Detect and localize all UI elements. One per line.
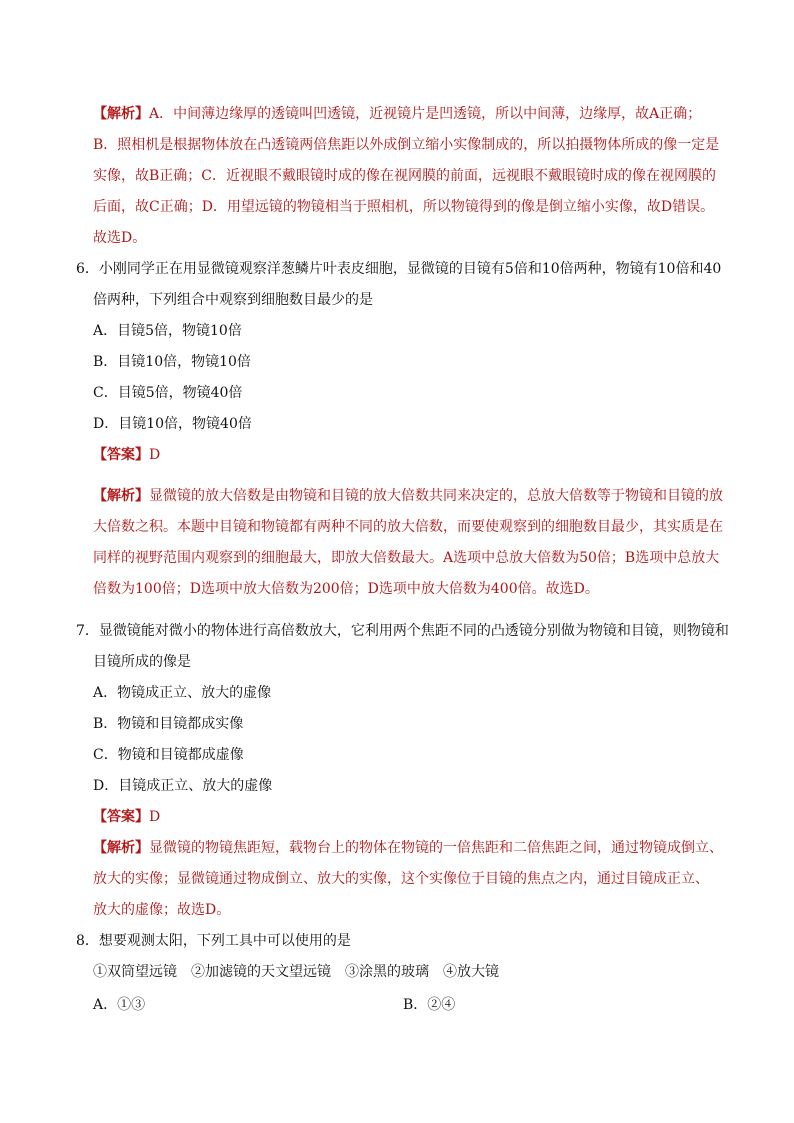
answer-tag: 【答案】 [93,809,149,825]
option-b: B．物镜和目镜都成实像 [93,716,244,732]
question-number: 6． [76,261,99,277]
answer-7 [93,802,160,833]
analysis-tag: 【解析】 [93,106,149,122]
answer-value: D [149,809,161,825]
answer-6 [93,440,160,471]
option-a: A．目镜5倍，物镜10倍 [93,323,242,339]
analysis-line: 后面，故C正确；D．用望远镜的物镜相当于照相机，所以物镜得到的像是倒立缩小实像，故D错误。 [93,199,715,215]
question-number: 8． [76,933,99,949]
analysis-line: B．照相机是根据物体放在凸透镜两倍焦距以外成倒立缩小实像制成的，所以拍摄物体所成的像一定是 [93,137,720,153]
analysis-line: 大倍数之积。本题中目镜和物镜都有两种不同的放大倍数，而要使观察到的细胞数目最少，其实质是在 [93,519,723,535]
question-6-stem [76,254,736,316]
option-a: A．①③ [93,997,146,1013]
analysis-line: 故选D。 [93,230,147,246]
question-stem-line: 小刚同学正在用显微镜观察洋葱鳞片叶表皮细胞，显微镜的目镜有5倍和10倍两种，物镜有10倍和40 [98,261,722,277]
analysis-line: 显微镜的放大倍数是由物镜和目镜的放大倍数共同来决定的，总放大倍数等于物镜和目镜的放 [149,488,723,504]
analysis-line: 显微镜的物镜焦距短，载物台上的物体在物镜的一倍焦距和二倍焦距之间，通过物镜成倒立、 [149,840,723,856]
option-c: C．目镜5倍，物镜40倍 [93,385,243,401]
analysis-line: 倍数为100倍；D选项中放大倍数为200倍；D选项中放大倍数为400倍。故选D。 [93,581,599,597]
prev-analysis [93,99,733,254]
analysis-tag: 【解析】 [93,840,149,856]
question-stem-line: 倍两种，下列组合中观察到细胞数目最少的是 [93,292,373,308]
option-b: B．②④ [403,997,456,1013]
answer-tag: 【答案】 [93,447,149,463]
option-b: B．目镜10倍，物镜10倍 [93,354,251,370]
analysis-7 [93,833,733,926]
question-number: 7． [76,623,99,639]
analysis-line: 放大的虚像；故选D。 [93,902,231,918]
option-a: A．物镜成正立、放大的虚像 [93,685,272,701]
analysis-line: 实像，故B正确；C．近视眼不戴眼镜时成的像在视网膜的前面，远视眼不戴眼镜时成的像在视网膜的 [93,168,716,184]
analysis-line: A．中间薄边缘厚的透镜叫凹透镜，近视镜片是凹透镜，所以中间薄，边缘厚，故A正确； [149,106,702,122]
analysis-line: 同样的视野范围内观察到的细胞最大，即放大倍数最大。A选项中总放大倍数为50倍；B选项中总放大 [93,550,720,566]
analysis-6 [93,481,733,605]
option-d: D．目镜10倍，物镜40倍 [93,416,252,432]
option-c: C．物镜和目镜都成虚像 [93,747,244,763]
question-7-stem [76,616,736,678]
analysis-tag: 【解析】 [93,488,149,504]
question-stem-line: 想要观测太阳，下列工具中可以使用的是 [98,933,351,949]
question-stem-line: 目镜所成的像是 [93,654,191,670]
answer-value: D [149,447,161,463]
question-stem-line: 显微镜能对微小的物体进行高倍数放大，它利用两个焦距不同的凸透镜分别做为物镜和目镜，则物镜和 [98,623,729,639]
analysis-line: 放大的实像；显微镜通过物成倒立、放大的实像，这个实像位于目镜的焦点之内，通过目镜成正立、 [93,871,709,887]
tool-list: ①双筒望远镜 ②加滤镜的天文望远镜 ③涂黑的玻璃 ④放大镜 [93,964,499,980]
question-8-stem [76,926,736,957]
option-d: D．目镜成正立、放大的虚像 [93,778,273,794]
